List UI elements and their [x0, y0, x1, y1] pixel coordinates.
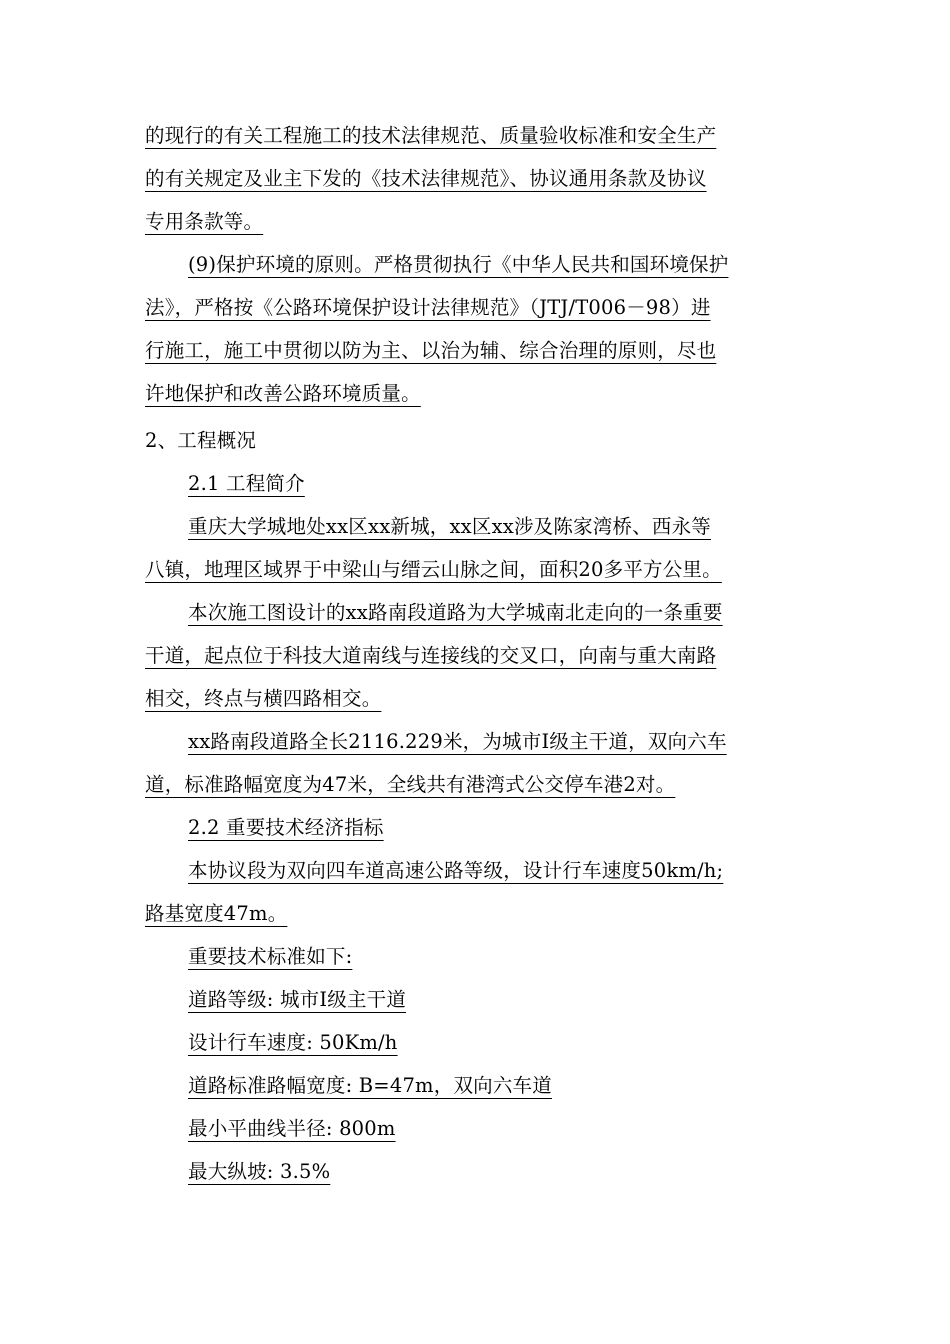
paragraph-line: 本协议段为双向四车道高速公路等级，设计行车速度50km/h; — [188, 859, 724, 882]
paragraph-line: 道，标准路幅宽度为47米，全线共有港湾式公交停车港2对。 — [145, 773, 676, 796]
paragraph-line: 相交，终点与横四路相交。 — [145, 687, 382, 710]
paragraph-line: 的有关规定及业主下发的《技术法律规范》、协议通用条款及协议 — [145, 167, 707, 190]
spec-item: 设计行车速度: 50Km/h — [188, 1031, 398, 1054]
section-heading: 2、工程概况 — [145, 429, 257, 452]
list-intro: 重要技术标准如下: — [188, 945, 353, 968]
spec-item: 道路标准路幅宽度: B=47m，双向六车道 — [188, 1074, 552, 1097]
subsection-heading: 2.1 工程简介 — [188, 472, 305, 495]
paragraph-line: 本次施工图设计的xx路南段道路为大学城南北走向的一条重要 — [188, 601, 723, 624]
paragraph-line: xx路南段道路全长2116.229米，为城市Ⅰ级主干道，双向六车 — [188, 730, 727, 753]
paragraph-line: 八镇，地理区域界于中梁山与缙云山脉之间，面积20多平方公里。 — [145, 558, 722, 581]
paragraph-line: 许地保护和改善公路环境质量。 — [145, 382, 421, 405]
spec-item: 道路等级: 城市Ⅰ级主干道 — [188, 988, 407, 1011]
paragraph-line: 重庆大学城地处xx区xx新城，xx区xx涉及陈家湾桥、西永等 — [188, 515, 711, 538]
subsection-heading: 2.2 重要技术经济指标 — [188, 816, 384, 839]
spec-item: 最大纵坡: 3.5% — [188, 1160, 331, 1183]
spec-item: 最小平曲线半径: 800m — [188, 1117, 396, 1140]
paragraph-line: (9)保护环境的原则。严格贯彻执行《中华人民共和国环境保护 — [188, 253, 729, 276]
paragraph-line: 专用条款等。 — [145, 210, 264, 233]
paragraph-line: 法》，严格按《公路环境保护设计法律规范》（JTJ/T006－98）进 — [145, 296, 711, 319]
paragraph-line: 的现行的有关工程施工的技术法律规范、质量验收标准和安全生产 — [145, 124, 717, 147]
paragraph-line: 路基宽度47m。 — [145, 902, 288, 925]
paragraph-line: 行施工，施工中贯彻以防为主、以治为辅、综合治理的原则，尽也 — [145, 339, 717, 362]
paragraph-line: 干道，起点位于科技大道南线与连接线的交叉口，向南与重大南路 — [145, 644, 717, 667]
